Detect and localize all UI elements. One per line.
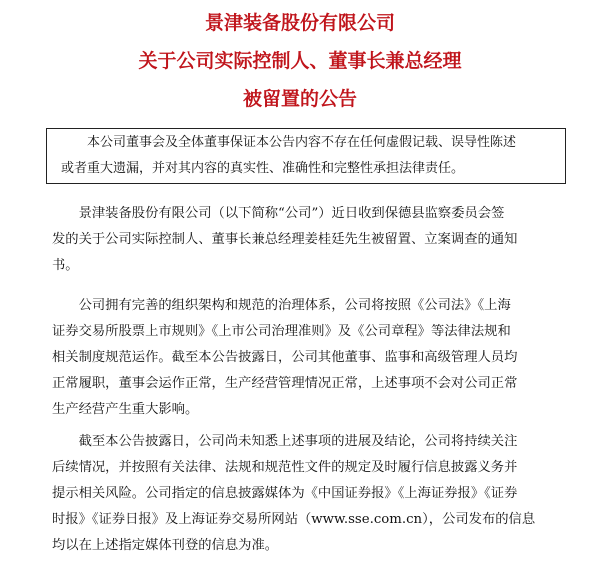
paragraph-2-line: 相关制度规范运作。截至本公告披露日，公司其他董事、监事和高级管理人员均 (52, 350, 518, 365)
paragraph-1-line: 景津装备股份有限公司（以下简称“公司”）近日收到保德县监察委员会签 (52, 206, 505, 221)
paragraph-3-line: 后续情况，并按照有关法律、法规和规范性文件的规定及时履行信息披露义务并 (52, 460, 518, 475)
disclaimer-line: 或者重大遗漏，并对其内容的真实性、准确性和完整性承担法律责任。 (61, 161, 465, 176)
paragraph-1-line: 发的关于公司实际控制人、董事长兼总经理姜桂廷先生被留置、立案调查的通知 (52, 232, 518, 247)
announcement-title-line-1: 关于公司实际控制人、董事长兼总经理 (138, 50, 462, 72)
paragraph-2-line: 生产经营产生重大影响。 (52, 402, 199, 417)
paragraph-2-line: 正常履职，董事会运作正常，生产经营管理情况正常，上述事项不会对公司正常 (52, 376, 518, 391)
company-title: 景津装备股份有限公司 (204, 12, 395, 34)
paragraph-2-line: 公司拥有完善的组织架构和规范的治理体系，公司将按照《公司法》《上海 (52, 298, 511, 313)
announcement-title-line-2: 被留置的公告 (242, 88, 357, 110)
paragraph-3-line: 时报》《证券日报》及上海证券交易所网站（www.sse.com.cn），公司发布的信息 (52, 512, 536, 527)
paragraph-1-line: 书。 (52, 258, 79, 273)
paragraph-3-line: 截至本公告披露日，公司尚未知悉上述事项的进展及结论，公司将持续关注 (52, 434, 518, 449)
paragraph-3-line: 提示相关风险。公司指定的信息披露媒体为《中国证券报》《上海证券报》《证券 (52, 486, 518, 501)
disclaimer-box (46, 128, 566, 184)
disclaimer-line: 本公司董事会及全体董事保证本公告内容不存在任何虚假记载、误导性陈述 (87, 135, 517, 150)
paragraph-2-line: 证券交易所股票上市规则》《上市公司治理准则》及《公司章程》等法律法规和 (52, 324, 511, 339)
paragraph-3-line: 均以在上述指定媒体刊登的信息为准。 (52, 538, 279, 553)
